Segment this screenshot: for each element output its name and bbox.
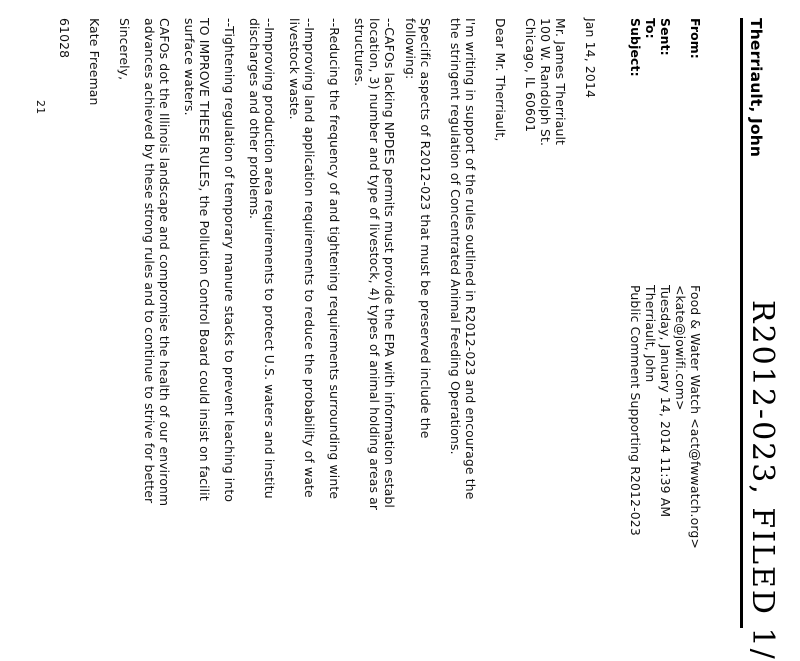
sent-value: Tuesday, January 14, 2014 11:39 AM bbox=[658, 285, 673, 518]
subject-label: Subject: bbox=[628, 18, 643, 77]
sender-name: Therriault, John bbox=[747, 18, 765, 158]
item-1-line-3: structures. bbox=[352, 18, 367, 87]
item-3-line-1: --Improving land application requirements to reduce the probability of wate bbox=[302, 18, 317, 498]
sent-label: Sent: bbox=[658, 18, 673, 56]
item-5-line-1: --Tightening regulation of temporary manure stacks to prevent leaching into bbox=[222, 18, 237, 503]
aspects-line-2: following: bbox=[403, 18, 418, 80]
to-label: To: bbox=[643, 18, 658, 39]
item-1-line-2: location, 3) number and type of livestock, 4) types of animal holding areas ar bbox=[367, 18, 382, 511]
intro-line-2: the stringent regulation of Concentrated Animal Feeding Operations. bbox=[448, 18, 463, 455]
intro-line-1: I'm writing in support of the rules outlined in R2012-023 and encourage the bbox=[463, 18, 478, 500]
addressee-name: Mr. James Therriault bbox=[553, 18, 568, 146]
from-email: <kate@jowifi.com> bbox=[673, 285, 688, 411]
from-label: From: bbox=[688, 18, 703, 59]
item-4-line-1: --Improving production area requirements to protect U.S. waters and institu bbox=[262, 18, 277, 499]
subject-value: Public Comment Supporting R2012-023 bbox=[628, 285, 643, 536]
filing-stamp: R2012-023, FILED 1/ bbox=[745, 300, 780, 661]
signer-zip: 61028 bbox=[57, 18, 72, 59]
signer-name: Kate Freeman bbox=[87, 18, 102, 106]
closing-line-2: advances achieved by these strong rules and to continue to strive for better bbox=[142, 18, 157, 504]
addressee-city: Chicago, IL 60601 bbox=[523, 18, 538, 133]
letter-date: Jan 14, 2014 bbox=[583, 18, 598, 99]
item-4-line-2: discharges and other problems. bbox=[247, 18, 262, 220]
from-value: Food & Water Watch <act@fwwatch.org> bbox=[688, 285, 703, 549]
closing-line-1: CAFOs dot the Illinois landscape and compromise the health of our environm bbox=[157, 18, 172, 507]
page-number: 21 bbox=[34, 100, 47, 115]
improve-line-2: surface waters. bbox=[182, 18, 197, 116]
item-2-line-1: --Reducing the frequency of and tightening requirements surrounding winte bbox=[327, 18, 342, 500]
salutation: Dear Mr. Therriault, bbox=[493, 18, 508, 142]
signoff: Sincerely, bbox=[117, 18, 132, 81]
aspects-line-1: Specific aspects of R2012-023 that must be preserved include the bbox=[418, 18, 433, 439]
item-1-line-1: --CAFOs lacking NPDES permits must provide the EPA with information establ bbox=[382, 18, 397, 508]
addressee-street: 100 W. Randolph St. bbox=[538, 18, 553, 147]
improve-line-1: TO IMPROVE THESE RULES, the Pollution Control Board could insist on facilit bbox=[197, 18, 212, 501]
header-divider bbox=[740, 18, 743, 628]
item-3-line-2: livestock waste. bbox=[287, 18, 302, 120]
to-value: Therriault, John bbox=[643, 285, 658, 383]
